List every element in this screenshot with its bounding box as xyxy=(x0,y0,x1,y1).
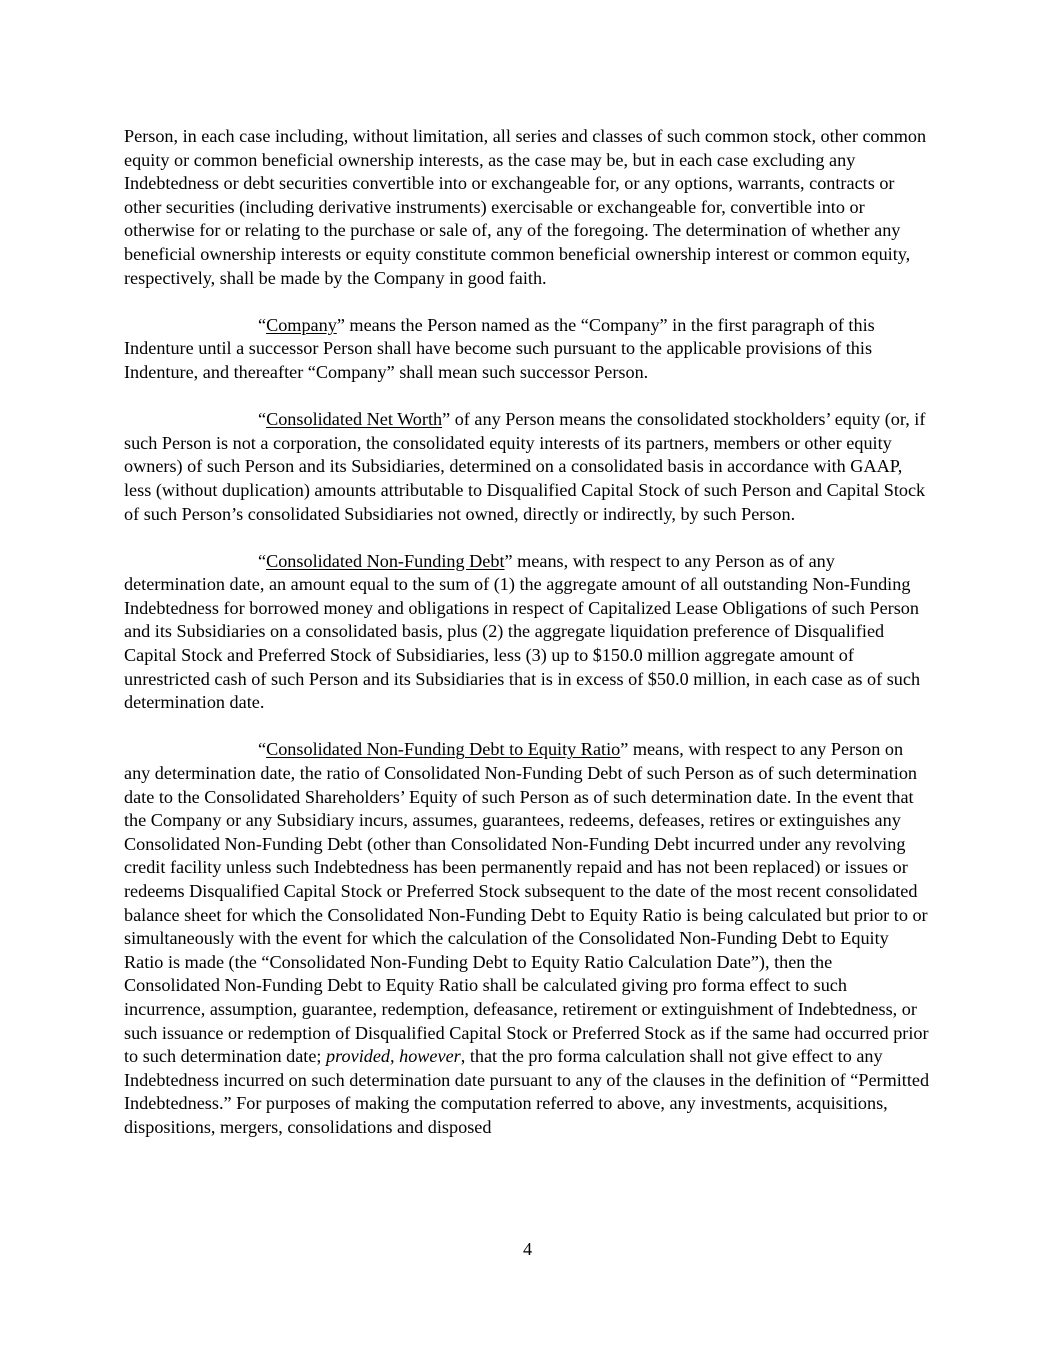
document-page xyxy=(124,125,930,1163)
paragraph-continuation xyxy=(124,125,930,290)
definition-consolidated-net-worth xyxy=(124,408,930,526)
defined-term: Consolidated Net Worth xyxy=(266,409,443,430)
defined-term: Consolidated Non-Funding Debt to Equity Ratio xyxy=(266,739,621,760)
open-quote: “ xyxy=(258,409,267,430)
definition-text: ” means, with respect to any Person on any determination date, the ratio of Consolidated Non-Funding Debt of such Person as of such determination date to the Consolidated Shareholders’ Equity of such Person as of such determination date. In the event that the Company or any Subsidiary incurs, assumes, guarantees, redeems, defeases, retires or extinguishes any Consolidated Non-Funding Debt (other than Consolidated Non-Funding Debt incurred under any revolving credit facility unless such Indebtedness has been permanently repaid and has not been replaced) or issues or redeems Disqualified Capital Stock or Preferred Stock subsequent to the date of the most recent consolidated balance sheet for which the Consolidated Non-Funding Debt to Equity Ratio is being calculated but prior to or simultaneously with the event for which the calculation of the Consolidated Non-Funding Debt to Equity Ratio is made (the “Consolidated Non-Funding Debt to Equity Ratio Calculation Date”), then the Consolidated Non-Funding Debt to Equity Ratio shall be calculated giving pro forma effect to such incurrence, assumption, guarantee, redemption, defeasance, retirement or extinguishment of Indebtedness, or such issuance or redemption of Disqualified Capital Stock or Preferred Stock as if the same had occurred prior to such determination date; xyxy=(124,739,929,1067)
definition-text-continued: , that the pro forma calculation shall not give effect to any Indebtedness incurred on such determination date pursuant to any of the clauses in the definition of “Permitted Indebtedness.” For purposes of making the computation referred to above, any investments, acquisitions, dispositions, mergers, consolidations and disposed xyxy=(124,1046,930,1137)
definition-text: ” means the Person named as the “Company” in the first paragraph of this Indenture until a successor Person shall have become such pursuant to the applicable provisions of this Indenture, and thereafter “Company” shall mean such successor Person. xyxy=(124,314,875,382)
definition-debt-to-equity-ratio xyxy=(124,738,930,1139)
defined-term: Company xyxy=(266,314,337,335)
definition-text: ” means, with respect to any Person as of any determination date, an amount equal to the sum of (1) the aggregate amount of all outstanding Non-Funding Indebtedness for borrowed money and obligations in respect of Capitalized Lease Obligations of such Person and its Subsidiaries on a consolidated basis, plus (2) the aggregate liquidation preference of Disqualified Capital Stock and Preferred Stock of Subsidiaries, less (3) up to $150.0 million aggregate amount of unrestricted cash of such Person and its Subsidiaries that is in excess of $50.0 million, in each case as of such determination date. xyxy=(124,550,921,713)
paragraph-text: Person, in each case including, without limitation, all series and classes of such common stock, other common equity or common beneficial ownership interests, as the case may be, but in each case excluding any Indebtedness or debt securities convertible into or exchangeable for, or any options, warrants, contracts or other securities (including derivative instruments) exercisable or exchangeable for, convertible into or otherwise for or relating to the purchase or sale of, any of the foregoing. The determination of whether any beneficial ownership interests or equity constitute common beneficial ownership interest or common equity, respectively, shall be made by the Company in good faith. xyxy=(124,126,927,288)
definition-company xyxy=(124,314,930,385)
open-quote: “ xyxy=(258,314,267,335)
italic-phrase: provided, however xyxy=(326,1046,461,1067)
open-quote: “ xyxy=(258,739,267,760)
defined-term: Consolidated Non-Funding Debt xyxy=(266,550,505,571)
definition-consolidated-non-funding-debt xyxy=(124,550,930,715)
open-quote: “ xyxy=(258,550,267,571)
page-number: 4 xyxy=(522,1239,533,1259)
definition-text: ” of any Person means the consolidated stockholders’ equity (or, if such Person is not a corporation, the consolidated equity interests of its partners, members or other equity owners) of such Person and its Subsidiaries, determined on a consolidated basis in accordance with GAAP, less (without duplication) amounts attributable to Disqualified Capital Stock of such Person and Capital Stock of such Person’s consolidated Subsidiaries not owned, directly or indirectly, by such Person. xyxy=(124,409,926,524)
